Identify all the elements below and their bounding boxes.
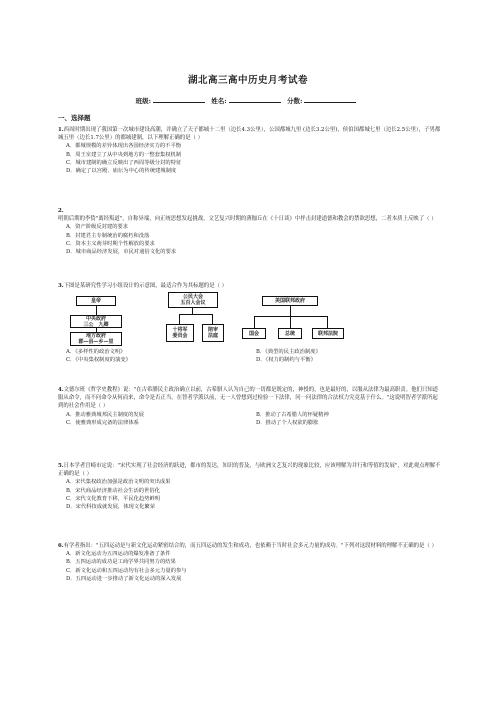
- diagram-connector: [254, 316, 255, 328]
- diagram-box-emperor: 皇帝: [76, 296, 116, 306]
- student-info-line: [0, 96, 496, 105]
- question-text: 明朝后期的李贽"离经叛道"，自称异端，向正统思想发起挑战，文艺复兴时期的薄伽丘在《十日谈》中抨击封建道德和教会的禁欲思想，二者本质上反映了（ ）: [58, 216, 437, 223]
- class-blank[interactable]: [153, 102, 205, 103]
- question-stem: [58, 462, 442, 478]
- option-a[interactable]: A．《多样性的政治文明》: [66, 349, 126, 355]
- page-title: 湖北高三高中历史月考试卷: [187, 75, 308, 86]
- diagram-box-generals: 十将军 委员会: [166, 324, 194, 342]
- option-d[interactable]: D．五四运动进一步推动了新文化运动的深入发展: [66, 575, 182, 582]
- diagram-box-assembly: 公民大会 五百人会议: [168, 292, 218, 308]
- option-a[interactable]: A．都城规模的差异体现出各国经济实力的不平衡: [66, 143, 182, 150]
- question-number: 3.: [58, 283, 64, 289]
- option-b[interactable]: B．五四运动的成功是工商学界共同努力的结果: [66, 559, 176, 566]
- diagram-box-central-gov: 中央政府 三公 九卿: [70, 315, 122, 328]
- option-d[interactable]: D．《权力的制约与平衡》: [256, 357, 316, 364]
- option-d[interactable]: D．宋代科技成就发展，体现文化繁荣: [66, 504, 155, 511]
- option-c[interactable]: C．宋代文化教育下移，平民化趋势鲜明: [66, 495, 161, 502]
- question-3-diagram: [70, 296, 370, 344]
- option-b[interactable]: B．周王室建立了从中央到地方的一整套集权机制: [66, 151, 182, 158]
- question-number: 2.: [58, 208, 64, 214]
- option-d[interactable]: D．城市商品经济发展，市民对通俗文化的要求: [66, 249, 177, 256]
- question-4: [58, 386, 442, 427]
- question-text: 下图是某研究性学习小组设计的示意图，最适合作为其标题的是（ ）: [63, 283, 228, 289]
- name-blank[interactable]: [229, 102, 281, 103]
- question-number: 5.: [58, 463, 64, 469]
- question-stem: [58, 207, 442, 223]
- diagram-box-local-gov: 地方政府 郡—县—乡—里: [70, 332, 122, 346]
- option-a[interactable]: A．宋代集权政治加强是政治文明的突出成果: [66, 479, 171, 486]
- diagram-box-president: 总统: [278, 328, 302, 339]
- option-c[interactable]: C．使雅典形成完备的法律体系: [66, 419, 139, 426]
- option-a[interactable]: A．推动雅典城邦民主制度的发展: [66, 411, 144, 418]
- option-c[interactable]: C．资本主义萌芽时期个性解放的要求: [66, 240, 155, 247]
- diagram-connector: [254, 316, 328, 317]
- question-number: 4.: [58, 387, 64, 393]
- question-text: 西周时期出现了我国第一次城市建设高潮，并确立了天子都城十二里（边长4.3公里），公国都城九里 (边长3.2公里)，侯伯国都城七里（边长2.5公里），子男都城五里（边长1.7公里）的都城建制，以下理解正确的是（ ）: [58, 127, 441, 142]
- name-label: 姓名:: [211, 97, 227, 105]
- section-heading: 一、选择题: [58, 114, 91, 122]
- class-label: 班级:: [135, 97, 152, 105]
- option-c[interactable]: C．城市建制的确立反映出了西周等级分封的特征: [66, 159, 182, 166]
- question-stem: [58, 282, 442, 290]
- diagram-box-us-federal-gov: 美国联邦政府: [262, 296, 318, 306]
- option-d[interactable]: D．推动了个人权欲的膨胀: [256, 419, 319, 426]
- diagram-box-jury-court: 陪审 法庭: [202, 324, 224, 342]
- question-text: 日本学者宫崎市定说："宋代实现了社会经济的跃进，都市的发达，知识的普及，与欧洲文艺复兴的现象比较，应该理解为并行和等值的发展"，对此观点理解不正确的是（ ）: [58, 463, 441, 478]
- diagram-connector: [212, 314, 213, 324]
- diagram-box-congress: 国会: [242, 328, 266, 339]
- question-3-options: [58, 348, 442, 364]
- question-3: [58, 282, 442, 290]
- diagram-box-federal-court: 联邦法院: [312, 328, 344, 339]
- question-stem: [58, 542, 442, 550]
- diagram-connector: [96, 306, 97, 315]
- option-d[interactable]: D．确定了以宫殿、庙坛为中心的传统建城制度: [66, 168, 177, 175]
- score-label: 分数:: [286, 97, 303, 105]
- diagram-connector: [327, 316, 328, 328]
- diagram-connector: [179, 314, 180, 324]
- question-text: 有学者指出："五四运动是与新文化运动紧密结合的，而五四运动的发生和成功，也依赖于当时社会多元力量的成功。"下列对这段材料的理解不正确的是（ ）: [63, 543, 437, 549]
- question-stem: [58, 386, 442, 411]
- option-c[interactable]: C．《中央集权制度的演变》: [66, 357, 131, 364]
- option-a[interactable]: A．资产阶级反封建的要求: [66, 224, 129, 231]
- question-2: [58, 207, 442, 256]
- question-1: [58, 126, 442, 175]
- option-b[interactable]: B．宋代商品经济推动社会生活的世俗化: [66, 487, 160, 494]
- option-c[interactable]: C．新文化运动和五四运动均有社会多元力量的参与: [66, 567, 187, 574]
- diagram-connector: [290, 316, 291, 328]
- score-blank[interactable]: [304, 102, 356, 103]
- question-5: [58, 462, 442, 511]
- diagram-connector: [179, 314, 213, 315]
- diagram-connector: [290, 306, 291, 316]
- option-b[interactable]: B．封建君主专制统治的腐朽和没落: [66, 232, 150, 239]
- question-number: 6.: [58, 543, 64, 549]
- question-6: [58, 542, 442, 583]
- option-b[interactable]: B．《典型的民主政治制度》: [256, 349, 321, 355]
- question-text: 文德尔班《哲学史教程》说："在古希腊民主政治确立以前，古希腊人认为自己的一切都是既定的，神授的，也是最好的，以服从法律为最高职责。他们只知道服从命令，而不问命令从何而来，命令是否正当。在智者学派以前，无一人曾想到过检验一下法律，问一问法律的合法权力究竟基于什么。"这说明智者学派所起到的社会作用是（ ）: [58, 387, 439, 410]
- question-number: 1.: [58, 127, 64, 133]
- option-b[interactable]: B．推动了古希腊人的怀疑精神: [256, 411, 329, 418]
- option-a[interactable]: A．新文化运动为五四运动的爆发准备了条件: [66, 551, 171, 558]
- question-stem: [58, 126, 442, 142]
